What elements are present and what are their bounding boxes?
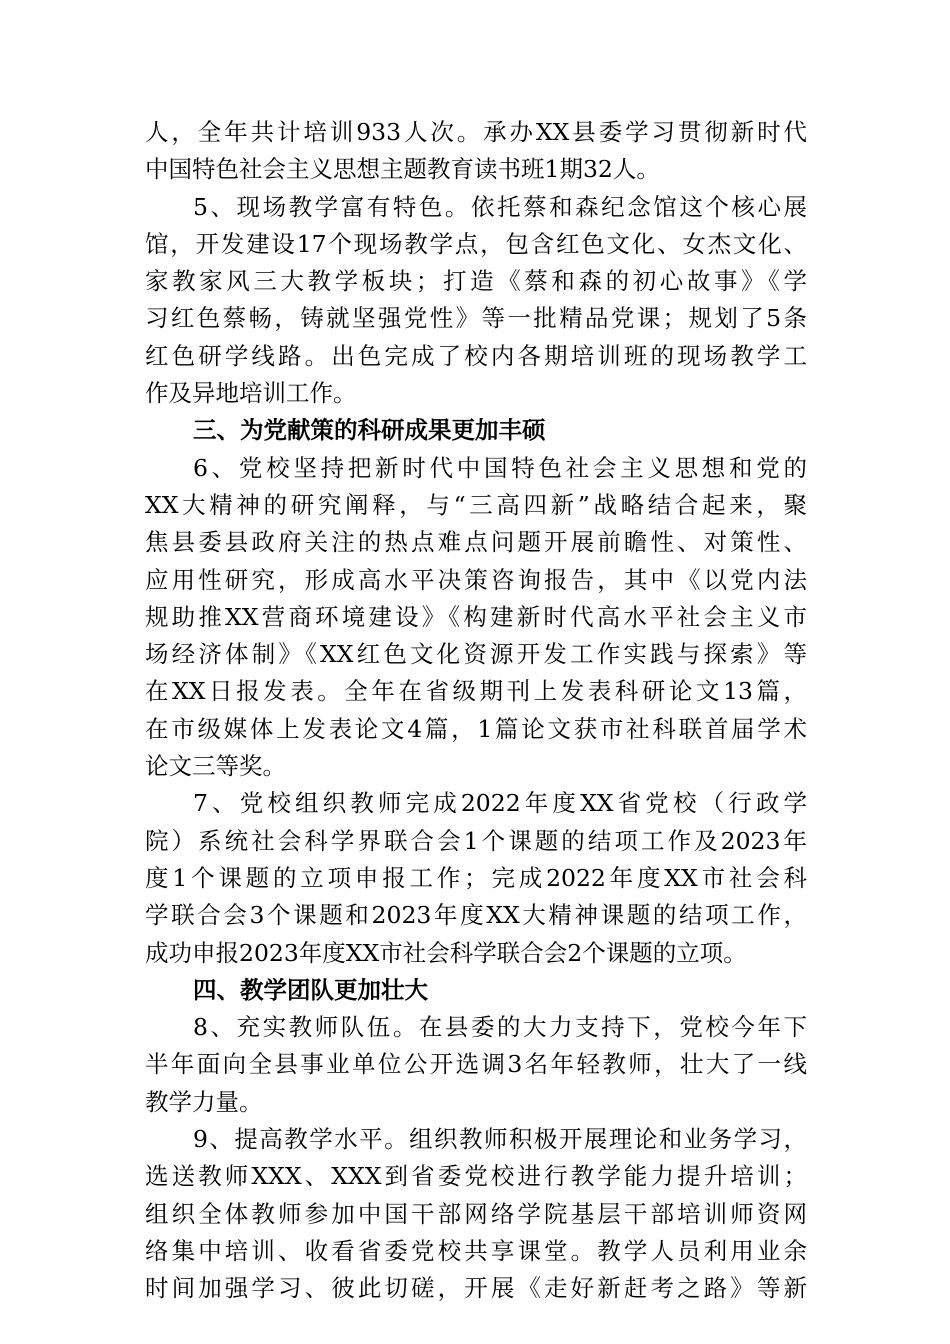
text-line: 络集中培训、收看省委党校共享课堂。教学人员利用业余 bbox=[145, 1236, 807, 1265]
text-line: 场经济体制》《XX红色文化资源开发工作实践与探索》等 bbox=[145, 640, 807, 669]
text-line: 作及异地培训工作。 bbox=[145, 379, 357, 408]
text-line: 院）系统社会科学界联合会1个课题的结项工作及2023年 bbox=[145, 826, 807, 855]
text-line: 家教家风三大教学板块；打造《蔡和森的初心故事》《学 bbox=[145, 267, 807, 296]
text-line: 选送教师XXX、XXX到省委党校进行教学能力提升培训； bbox=[145, 1162, 807, 1191]
text-line: 在XX日报发表。全年在省级期刊上发表科研论文13篇， bbox=[145, 677, 807, 706]
paragraph-6-start: 6、党校坚持把新时代中国特色社会主义思想和党的 bbox=[193, 453, 807, 482]
text-line: 度1个课题的立项申报工作；完成2022年度XX市社会科 bbox=[145, 863, 807, 892]
text-line: 论文三等奖。 bbox=[145, 752, 286, 781]
section-heading-4: 四、教学团队更加壮大 bbox=[193, 975, 428, 1004]
text-line: 教学力量。 bbox=[145, 1087, 263, 1116]
section-heading-3: 三、为党献策的科研成果更加丰硕 bbox=[193, 416, 546, 445]
text-line: 规助推XX营商环境建设》《构建新时代高水平社会主义市 bbox=[145, 602, 807, 631]
text-line: 焦县委县政府关注的热点难点问题开展前瞻性、对策性、 bbox=[145, 528, 807, 557]
text-line: 人，全年共计培训933人次。承办XX县委学习贯彻新时代 bbox=[145, 118, 807, 146]
text-line: 习红色蔡畅，铸就坚强党性》等一批精品党课；规划了5条 bbox=[145, 304, 807, 333]
text-line: 半年面向全县事业单位公开选调3名年轻教师，壮大了一线 bbox=[145, 1050, 807, 1079]
paragraph-7-start: 7、党校组织教师完成2022年度XX省党校（行政学 bbox=[193, 789, 807, 818]
text-line: 红色研学线路。出色完成了校内各期培训班的现场教学工 bbox=[145, 341, 807, 370]
document-body bbox=[145, 114, 807, 1308]
text-line: 学联合会3个课题和2023年度XX大精神课题的结项工作， bbox=[145, 901, 807, 930]
text-line: 馆，开发建设17个现场教学点，包含红色文化、女杰文化、 bbox=[145, 229, 807, 258]
paragraph-8-start: 8、充实教师队伍。在县委的大力支持下，党校今年下 bbox=[193, 1013, 807, 1042]
text-line: 中国特色社会主义思想主题教育读书班1期32人。 bbox=[145, 155, 660, 184]
text-line: 应用性研究，形成高水平决策咨询报告，其中《以党内法 bbox=[145, 565, 807, 594]
text-line: XX大精神的研究阐释，与“三高四新”战略结合起来，聚 bbox=[145, 490, 807, 519]
text-line: 成功申报2023年度XX市社会科学联合会2个课题的立项。 bbox=[145, 938, 747, 967]
text-line: 时间加强学习、彼此切磋，开展《走好新赶考之路》等新 bbox=[145, 1274, 807, 1303]
text-line: 组织全体教师参加中国干部网络学院基层干部培训师资网 bbox=[145, 1199, 807, 1228]
text-line: 在市级媒体上发表论文4篇，1篇论文获市社科联首届学术 bbox=[145, 714, 807, 743]
paragraph-9-start: 9、提高教学水平。组织教师积极开展理论和业务学习， bbox=[193, 1125, 807, 1154]
paragraph-5-start: 5、现场教学富有特色。依托蔡和森纪念馆这个核心展 bbox=[193, 192, 807, 221]
